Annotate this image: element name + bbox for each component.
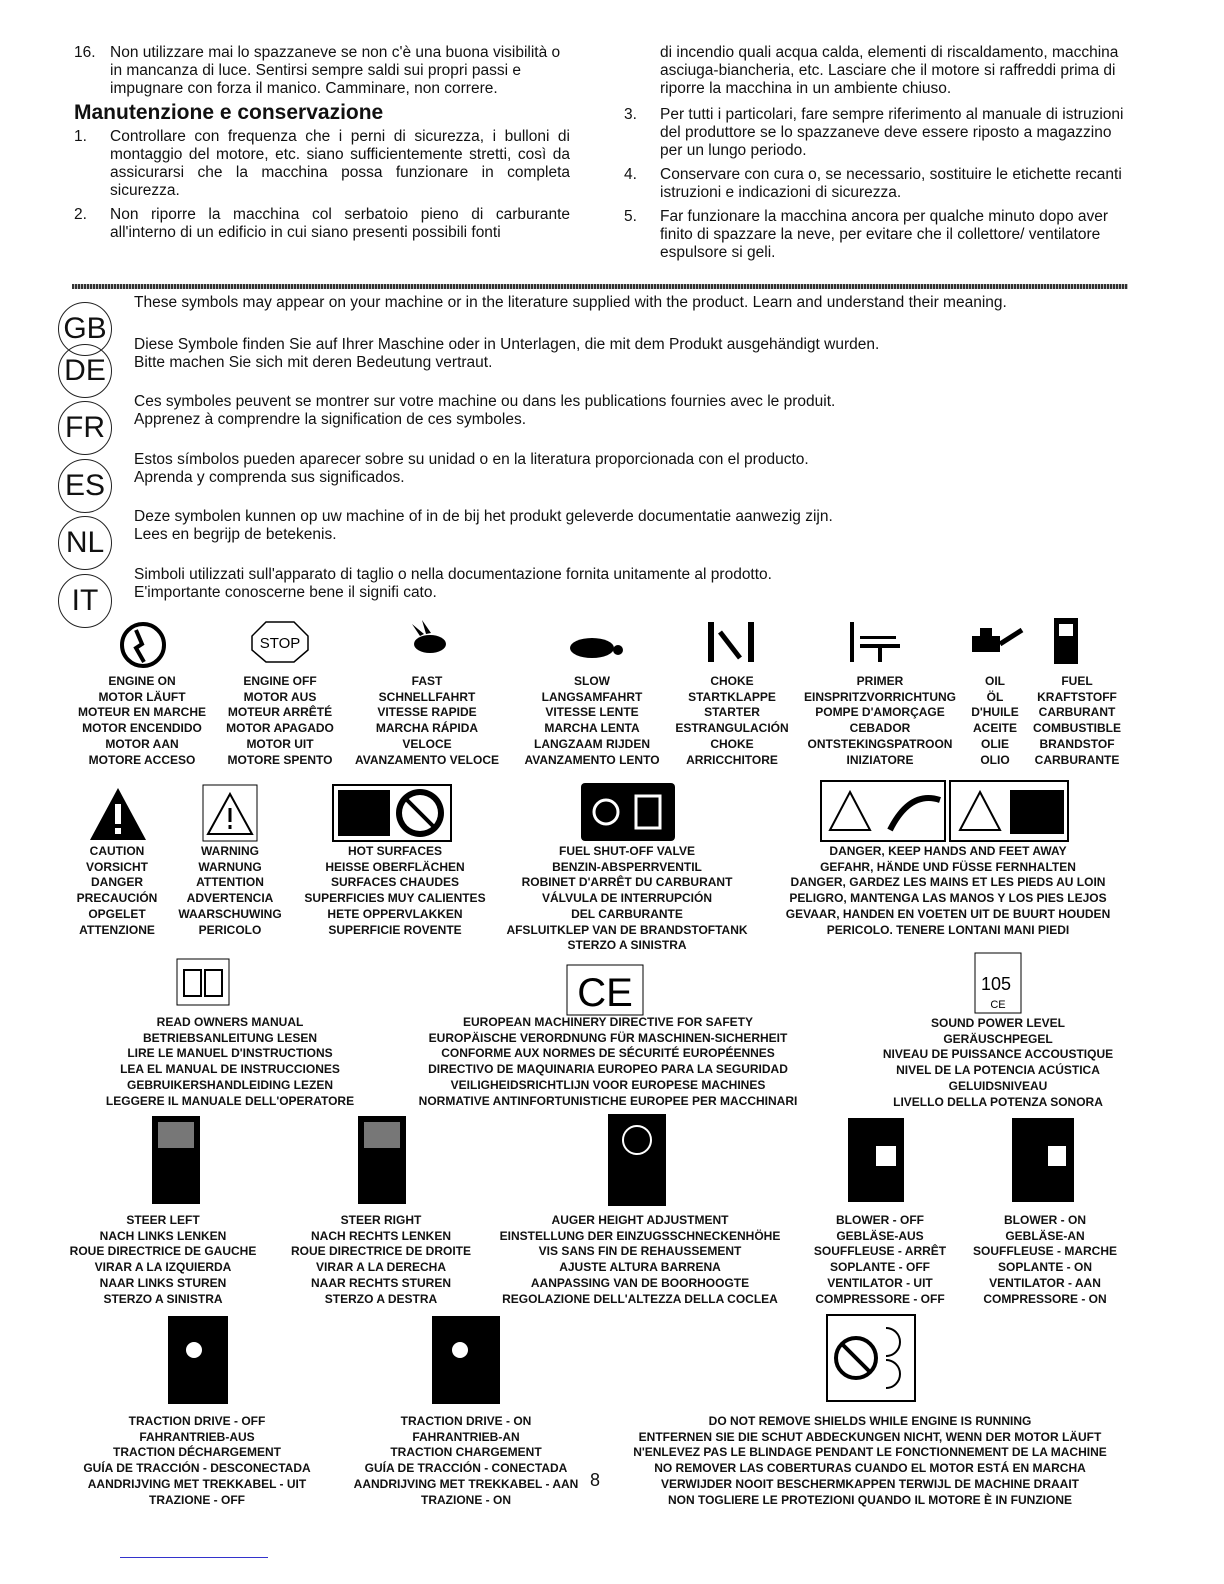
item-number: 3. — [624, 106, 637, 123]
label-line: CAUTION — [89, 844, 145, 858]
auger-height-icon — [606, 1112, 668, 1208]
label-line: PELIGRO, MANTENGA LAS MANOS Y LOS PIES LEJOS — [789, 891, 1107, 906]
label-line: GUÍA DE TRACCIÓN - CONECTADA — [364, 1461, 568, 1476]
label-line: READ OWNERS MANUAL — [156, 1015, 304, 1029]
label-line: SOUFFLEUSE - ARRÊT — [813, 1244, 947, 1259]
symbol-label-ce — [419, 1015, 798, 1109]
label-line: ROUE DIRECTRICE DE DROITE — [290, 1244, 472, 1259]
label-line: MOTORE SPENTO — [227, 752, 333, 767]
caution-icon — [88, 786, 148, 842]
traction-on-icon — [430, 1314, 502, 1406]
text-line: Bitte machen Sie sich mit deren Bedeutung vertraut. — [134, 354, 493, 371]
label-line: COMBUSTIBLE — [1033, 721, 1121, 736]
label-line: MARCHA LENTA — [544, 721, 640, 736]
shields-icon — [826, 1314, 916, 1402]
symbol-label-shields — [633, 1414, 1107, 1508]
label-line: LEA EL MANUAL DE INSTRUCCIONES — [120, 1062, 340, 1077]
oil-can-icon — [958, 618, 1028, 662]
text-line: Lees en begrijp de betekenis. — [134, 526, 337, 543]
label-line: BLOWER - OFF — [836, 1213, 924, 1227]
language-badge: ES — [58, 459, 112, 513]
label-line: AUGER HEIGHT ADJUSTMENT — [551, 1213, 729, 1227]
label-line: STARTKLAPPE — [688, 689, 776, 704]
svg-text:STOP: STOP — [259, 635, 301, 652]
traction-off-icon — [166, 1314, 230, 1406]
label-line: MOTOR APAGADO — [226, 721, 334, 736]
label-line: GEBRUIKERSHANDLEIDING LEZEN — [126, 1077, 334, 1092]
item-number: 1. — [74, 128, 87, 145]
label-line: NACH RECHTS LENKEN — [310, 1228, 452, 1243]
label-line: FUEL SHUT-OFF VALVE — [558, 844, 695, 858]
label-line: SCHNELLFAHRT — [378, 689, 476, 704]
symbol-label-fuel-shutoff — [506, 844, 747, 954]
symbol-label-traction-on — [354, 1414, 579, 1508]
label-line: ARRICCHITORE — [686, 752, 778, 767]
label-line: ONTSTEKINGSPATROON — [807, 736, 953, 751]
label-line: CHOKE — [710, 674, 754, 688]
symbol-label-oil — [971, 674, 1019, 768]
language-text — [134, 294, 1007, 312]
label-line: DANGER, KEEP HANDS AND FEET AWAY — [829, 844, 1067, 858]
symbol-label-primer — [804, 674, 956, 768]
language-badge: DE — [58, 344, 112, 398]
label-line: AANPASSING VAN DE BOORHOOGTE — [530, 1275, 750, 1290]
item-text: Controllare con frequenza che i perni di sicurezza, i bulloni di montaggio del motore, etc. siano sufficientemente stretti, così da assicurarsi che la macchina possa funzionare in completa sicurezza. — [110, 128, 570, 199]
label-line: COMPRESSORE - OFF — [815, 1291, 945, 1306]
language-text — [134, 566, 772, 602]
label-line: VENTILATOR - UIT — [827, 1275, 933, 1290]
label-line: DIRECTIVO DE MAQUINARIA EUROPEO PARA LA SEGURIDAD — [428, 1062, 788, 1077]
label-line: VIRAR A LA IZQUIERDA — [94, 1260, 232, 1275]
label-line: MOTEUR ARRÊTÉ — [227, 705, 333, 720]
label-line: VELOCE — [402, 736, 452, 751]
label-line: ROUE DIRECTRICE DE GAUCHE — [69, 1244, 257, 1259]
label-line: NACH LINKS LENKEN — [99, 1228, 227, 1243]
label-line: OLIE — [980, 736, 1009, 751]
label-line: NO REMOVER LAS COBERTURAS CUANDO EL MOTOR ESTÁ EN MARCHA — [654, 1461, 1086, 1476]
language-text — [134, 393, 835, 429]
label-line: LANGZAAM RIJDEN — [534, 736, 650, 751]
language-text — [134, 336, 879, 372]
symbol-label-caution — [77, 844, 158, 938]
text-line: E'importante conoscerne bene il signifi cato. — [134, 584, 437, 601]
label-line: DEL CARBURANTE — [571, 906, 683, 921]
svg-text:CE: CE — [577, 971, 633, 1015]
label-line: CARBURANT — [1038, 705, 1116, 720]
label-line: ENTFERNEN SIE DIE SCHUT ABDECKUNGEN NICHT, WENN DER MOTOR LÄUFT — [638, 1429, 1102, 1444]
svg-text:105: 105 — [980, 974, 1012, 994]
symbol-label-fuel — [1033, 674, 1121, 768]
book-icon — [176, 958, 230, 1006]
label-line: MOTOR AUS — [243, 689, 317, 704]
label-line: MOTOR AAN — [105, 736, 179, 751]
list-item — [624, 208, 1124, 262]
symbol-label-choke — [675, 674, 788, 768]
label-line: BLOWER - ON — [1004, 1213, 1086, 1227]
label-line: TRACTION DRIVE - OFF — [128, 1414, 266, 1428]
label-line: OPGELET — [88, 906, 146, 921]
label-line: VORSICHT — [85, 859, 149, 874]
text-line: Estos símbolos pueden aparecer sobre su unidad o en la literatura proporcionada con el producto. — [134, 451, 809, 468]
footer-line — [120, 1557, 268, 1558]
symbol-label-engine-on — [78, 674, 206, 768]
text-line: Diese Symbole finden Sie auf Ihrer Maschine oder in Unterlagen, die mit dem Produkt ausgehändigt wurden. — [134, 336, 880, 353]
label-line: SLOW — [574, 674, 610, 688]
label-line: AVANZAMENTO LENTO — [524, 752, 660, 767]
label-line: TRACTION DRIVE - ON — [400, 1414, 532, 1428]
label-line: MOTOR UIT — [246, 736, 314, 751]
text-line: Deze symbolen kunnen op uw machine of in de bij het produkt geleverde documentatie aanwezig zijn. — [134, 508, 833, 525]
label-line: ADVERTENCIA — [186, 891, 274, 906]
label-line: GELUIDSNIVEAU — [948, 1078, 1048, 1093]
item-text: Non utilizzare mai lo spazzaneve se non c'è una buona visibilità o in mancanza di luce. Sentirsi sempre saldi sui propri passi e impugnare con forza il manico. Camminare, non correre. — [110, 44, 561, 97]
label-line: VIRAR A LA DERECHA — [315, 1260, 447, 1275]
label-line: STERZO A SINISTRA — [567, 938, 687, 953]
label-line: COMPRESSORE - ON — [983, 1291, 1107, 1306]
label-line: TRAZIONE - OFF — [149, 1492, 245, 1507]
item-number: 5. — [624, 208, 637, 225]
item-number: 4. — [624, 166, 637, 183]
label-line: SOPLANTE - ON — [997, 1260, 1092, 1275]
label-line: GERÄUSCHPEGEL — [943, 1031, 1053, 1046]
fuel-shutoff-icon — [580, 782, 676, 842]
label-line: GEFAHR, HÄNDE UND FÜSSE FERNHALTEN — [820, 859, 1076, 874]
label-line: EUROPEAN MACHINERY DIRECTIVE FOR SAFETY — [462, 1015, 754, 1029]
label-line: PERICOLO. TENERE LONTANI MANI PIEDI — [826, 922, 1070, 937]
label-line: MOTORE ACCESO — [88, 752, 196, 767]
label-line: ÖL — [986, 689, 1004, 704]
fuel-pump-icon — [1046, 614, 1086, 668]
label-line: TRACTION DÉCHARGEMENT — [113, 1445, 281, 1460]
label-line: N'ENLEVEZ PAS LE BLINDAGE PENDANT LE FONCTIONNEMENT DE LA MACHINE — [633, 1445, 1107, 1460]
label-line: AANDRIJVING MET TREKKABEL - AAN — [353, 1476, 579, 1491]
text-line: Aprenda y comprenda sus significados. — [134, 469, 405, 486]
language-text — [134, 451, 809, 487]
label-line: WAARSCHUWING — [178, 906, 282, 921]
warning-icon — [202, 784, 258, 842]
label-line: KRAFTSTOFF — [1037, 689, 1117, 704]
symbol-label-sound — [883, 1016, 1113, 1110]
label-line: REGOLAZIONE DELL'ALTEZZA DELLA COCLEA — [502, 1291, 778, 1306]
label-line: SOPLANTE - OFF — [829, 1260, 930, 1275]
language-block-fr — [58, 393, 1138, 453]
item-text: Non riporre la macchina col serbatoio pieno di carburante all'interno di un edificio in cui siano presenti possibili fonti — [110, 206, 570, 241]
list-item — [74, 44, 570, 98]
symbol-label-steer-right — [291, 1213, 471, 1307]
language-block-de — [58, 336, 1138, 396]
symbol-label-hot-surfaces — [304, 844, 485, 938]
section-heading: Manutenzione e conservazione — [74, 101, 384, 124]
label-line: DANGER — [90, 875, 144, 890]
label-line: MARCHA RÁPIDA — [375, 721, 479, 736]
continued-text: di incendio quali acqua calda, elementi di riscaldamento, macchina asciuga-biancheria, etc. Lasciare che il motore si raffreddi prima di riporre la macchina in un ambiente chiuso. — [660, 44, 1119, 97]
label-line: BENZIN-ABSPERRVENTIL — [552, 859, 702, 874]
text-line: Apprenez à comprendre la signification de ces symboles. — [134, 411, 527, 428]
svg-text:CE: CE — [990, 999, 1006, 1011]
label-line: LANGSAMFAHRT — [541, 689, 643, 704]
language-badge: NL — [58, 516, 112, 570]
language-badge: FR — [58, 401, 112, 455]
language-badge: IT — [58, 574, 112, 628]
label-line: HEISSE OBERFLÄCHEN — [325, 859, 465, 874]
label-line: SURFACES CHAUDES — [330, 875, 460, 890]
label-line: FAHRANTRIEB-AN — [412, 1429, 520, 1444]
label-line: STERZO A SINISTRA — [103, 1291, 223, 1306]
engine-on-icon — [118, 618, 168, 670]
symbol-label-traction-off — [83, 1414, 310, 1508]
list-item — [74, 206, 570, 242]
steer-left-icon — [148, 1114, 204, 1206]
choke-icon — [702, 618, 762, 666]
label-line: AJUSTE ALTURA BARRENA — [559, 1260, 721, 1275]
text-line: Simboli utilizzati sull'apparato di taglio o nella documentazione fornita unitamente al prodotto. — [134, 566, 772, 583]
right-column — [624, 44, 1124, 268]
stop-icon — [248, 618, 312, 666]
label-line: GEBLÄSE-AN — [1005, 1228, 1085, 1243]
symbol-label-blower-off — [814, 1213, 946, 1307]
label-line: TRAZIONE - ON — [420, 1492, 511, 1507]
label-line: AANDRIJVING MET TREKKABEL - UIT — [87, 1476, 307, 1491]
label-line: STEER RIGHT — [340, 1213, 422, 1227]
label-line: DO NOT REMOVE SHIELDS WHILE ENGINE IS RUNNING — [708, 1414, 1032, 1428]
label-line: NIVEAU DE PUISSANCE ACCOUSTIQUE — [882, 1047, 1114, 1062]
label-line: AFSLUITKLEP VAN DE BRANDSTOFTANK — [506, 922, 748, 937]
label-line: SOUND POWER LEVEL — [930, 1016, 1065, 1030]
label-line: PRECAUCIÓN — [76, 891, 158, 906]
label-line: CARBURANTE — [1034, 752, 1120, 767]
label-line: MOTOR ENCENDIDO — [82, 721, 202, 736]
label-line: TRACTION CHARGEMENT — [390, 1445, 542, 1460]
item-text: Per tutti i particolari, fare sempre riferimento al manuale di istruzioni del produttore se lo spazzaneve deve essere riposto a magazzino per un lungo periodo. — [660, 106, 1124, 159]
steer-right-icon — [354, 1114, 410, 1206]
item-number: 16. — [74, 44, 96, 61]
label-line: ATTENZIONE — [79, 922, 155, 937]
label-line: ENGINE ON — [108, 674, 176, 688]
label-line: POMPE D'AMORÇAGE — [815, 705, 945, 720]
item-text: Conservare con cura o, se necessario, sostituire le etichette recanti istruzioni e indicazioni di sicurezza. — [660, 166, 1122, 201]
blower-on-icon — [1010, 1116, 1076, 1204]
label-line: GEVAAR, HANDEN EN VOETEN UIT DE BUURT HOUDEN — [785, 906, 1111, 921]
symbol-label-engine-off — [226, 674, 334, 768]
label-line: ACEITE — [972, 721, 1017, 736]
label-line: VÁLVULA DE INTERRUPCIÓN — [541, 891, 712, 906]
label-line: PERICOLO — [198, 922, 262, 937]
symbol-label-danger-hands — [786, 844, 1110, 938]
language-text — [134, 508, 833, 544]
symbol-label-steer-left — [70, 1213, 257, 1307]
label-line: CEBADOR — [849, 721, 911, 736]
language-block-nl — [58, 508, 1138, 568]
page-number: 8 — [590, 1470, 601, 1490]
blower-off-icon — [846, 1116, 906, 1204]
label-line: STARTER — [704, 705, 760, 720]
label-line: SUPERFICIES MUY CALIENTES — [304, 891, 486, 906]
label-line: GUÍA DE TRACCIÓN - DESCONECTADA — [83, 1461, 311, 1476]
label-line: NIVEL DE LA POTENCIA ACÚSTICA — [896, 1063, 1100, 1078]
label-line: EUROPÄISCHE VERORDNUNG FÜR MASCHINEN-SICHERHEIT — [428, 1030, 788, 1045]
item-number: 2. — [74, 206, 87, 223]
label-line: FUEL — [1061, 674, 1093, 688]
label-line: MOTOR LÄUFT — [98, 689, 186, 704]
symbol-label-warning — [178, 844, 281, 938]
label-line: CONFORME AUX NORMES DE SÉCURITÉ EUROPÉENNES — [441, 1046, 775, 1061]
label-line: CHOKE — [710, 736, 754, 751]
label-line: SOUFFLEUSE - MARCHE — [973, 1244, 1117, 1259]
rabbit-icon — [404, 618, 454, 660]
label-line: VITESSE RAPIDE — [377, 705, 477, 720]
label-line: ENGINE OFF — [243, 674, 317, 688]
label-line: INIZIATORE — [846, 752, 914, 767]
label-line: GEBLÄSE-AUS — [836, 1228, 924, 1243]
label-line: OLIO — [980, 752, 1010, 767]
language-block-it — [58, 566, 1138, 626]
symbol-label-slow — [524, 674, 659, 768]
label-line: STERZO A DESTRA — [324, 1291, 438, 1306]
label-line: WARNING — [200, 844, 259, 858]
label-line: EINSTELLUNG DER EINZUGSSCHNECKENHÖHE — [499, 1228, 781, 1243]
label-line: MOTEUR EN MARCHE — [78, 705, 206, 720]
label-line: ESTRANGULACIÓN — [675, 721, 789, 736]
label-line: WARNUNG — [198, 859, 262, 874]
symbol-label-auger-height — [500, 1213, 781, 1307]
label-line: NORMATIVE ANTINFORTUNISTICHE EUROPEE PER MACCHINARI — [418, 1093, 798, 1108]
primer-icon — [846, 618, 906, 666]
list-item — [624, 106, 1124, 160]
symbol-label-read-manual — [106, 1015, 354, 1109]
label-line: NON TOGLIERE LE PROTEZIONI QUANDO IL MOTORE È IN FUNZIONE — [667, 1492, 1073, 1507]
symbol-label-blower-on — [973, 1213, 1117, 1307]
label-line: LIRE LE MANUEL D'INSTRUCTIONS — [127, 1046, 333, 1061]
label-line: BETRIEBSANLEITUNG LESEN — [142, 1030, 318, 1045]
label-line: NAAR RECHTS STUREN — [310, 1275, 452, 1290]
list-item — [74, 128, 570, 200]
divider — [72, 284, 1128, 289]
label-line: VEILIGHEIDSRICHTLIJN VOOR EUROPESE MACHINES — [450, 1077, 766, 1092]
label-line: SUPERFICIE ROVENTE — [328, 922, 462, 937]
label-line: ATTENTION — [196, 875, 264, 890]
label-line: FAHRANTRIEB-AUS — [139, 1429, 255, 1444]
left-column — [74, 44, 570, 248]
label-line: HETE OPPERVLAKKEN — [327, 906, 463, 921]
label-line: AVANZAMENTO VELOCE — [354, 752, 500, 767]
ce-mark-icon — [566, 964, 644, 1016]
label-line: LEGGERE IL MANUALE DELL'OPERATORE — [105, 1093, 355, 1108]
hot-surfaces-icon — [332, 784, 452, 842]
label-line: VITESSE LENTE — [545, 705, 639, 720]
label-line: LIVELLO DELLA POTENZA SONORA — [893, 1094, 1103, 1109]
language-badge: GB — [58, 302, 112, 356]
list-item — [624, 166, 1124, 202]
label-line: OIL — [985, 674, 1005, 688]
label-line: VENTILATOR - AAN — [989, 1275, 1101, 1290]
text-line: These symbols may appear on your machine or in the literature supplied with the product. Learn and understand their meaning. — [134, 294, 1007, 311]
label-line: VERWIJDER NOOIT BESCHERMKAPPEN TERWIJL DE MACHINE DRAAIT — [660, 1476, 1080, 1491]
danger-hands-feet-icon — [820, 780, 1070, 842]
label-line: ROBINET D'ARRÊT DU CARBURANT — [521, 875, 733, 890]
sound-level-icon — [974, 952, 1022, 1014]
label-line: BRANDSTOF — [1039, 736, 1115, 751]
label-line: VIS SANS FIN DE REHAUSSEMENT — [538, 1244, 742, 1259]
symbol-label-fast — [355, 674, 499, 768]
label-line: EINSPRITZVORRICHTUNG — [803, 689, 957, 704]
label-line: PRIMER — [856, 674, 904, 688]
language-block-es — [58, 451, 1138, 511]
turtle-icon — [562, 630, 626, 660]
label-line: FAST — [411, 674, 443, 688]
label-line: D'HUILE — [971, 705, 1019, 720]
label-line: HOT SURFACES — [347, 844, 443, 858]
label-line: NAAR LINKS STUREN — [99, 1275, 227, 1290]
text-line: Ces symboles peuvent se montrer sur votre machine ou dans les publications fournies avec le produit. — [134, 393, 836, 410]
label-line: DANGER, GARDEZ LES MAINS ET LES PIEDS AU LOIN — [790, 875, 1106, 890]
label-line: STEER LEFT — [126, 1213, 200, 1227]
item-text: Far funzionare la macchina ancora per qualche minuto dopo aver finito di spazzare la neve, per evitare che il collettore/ ventilatore espulsore si geli. — [660, 208, 1109, 261]
